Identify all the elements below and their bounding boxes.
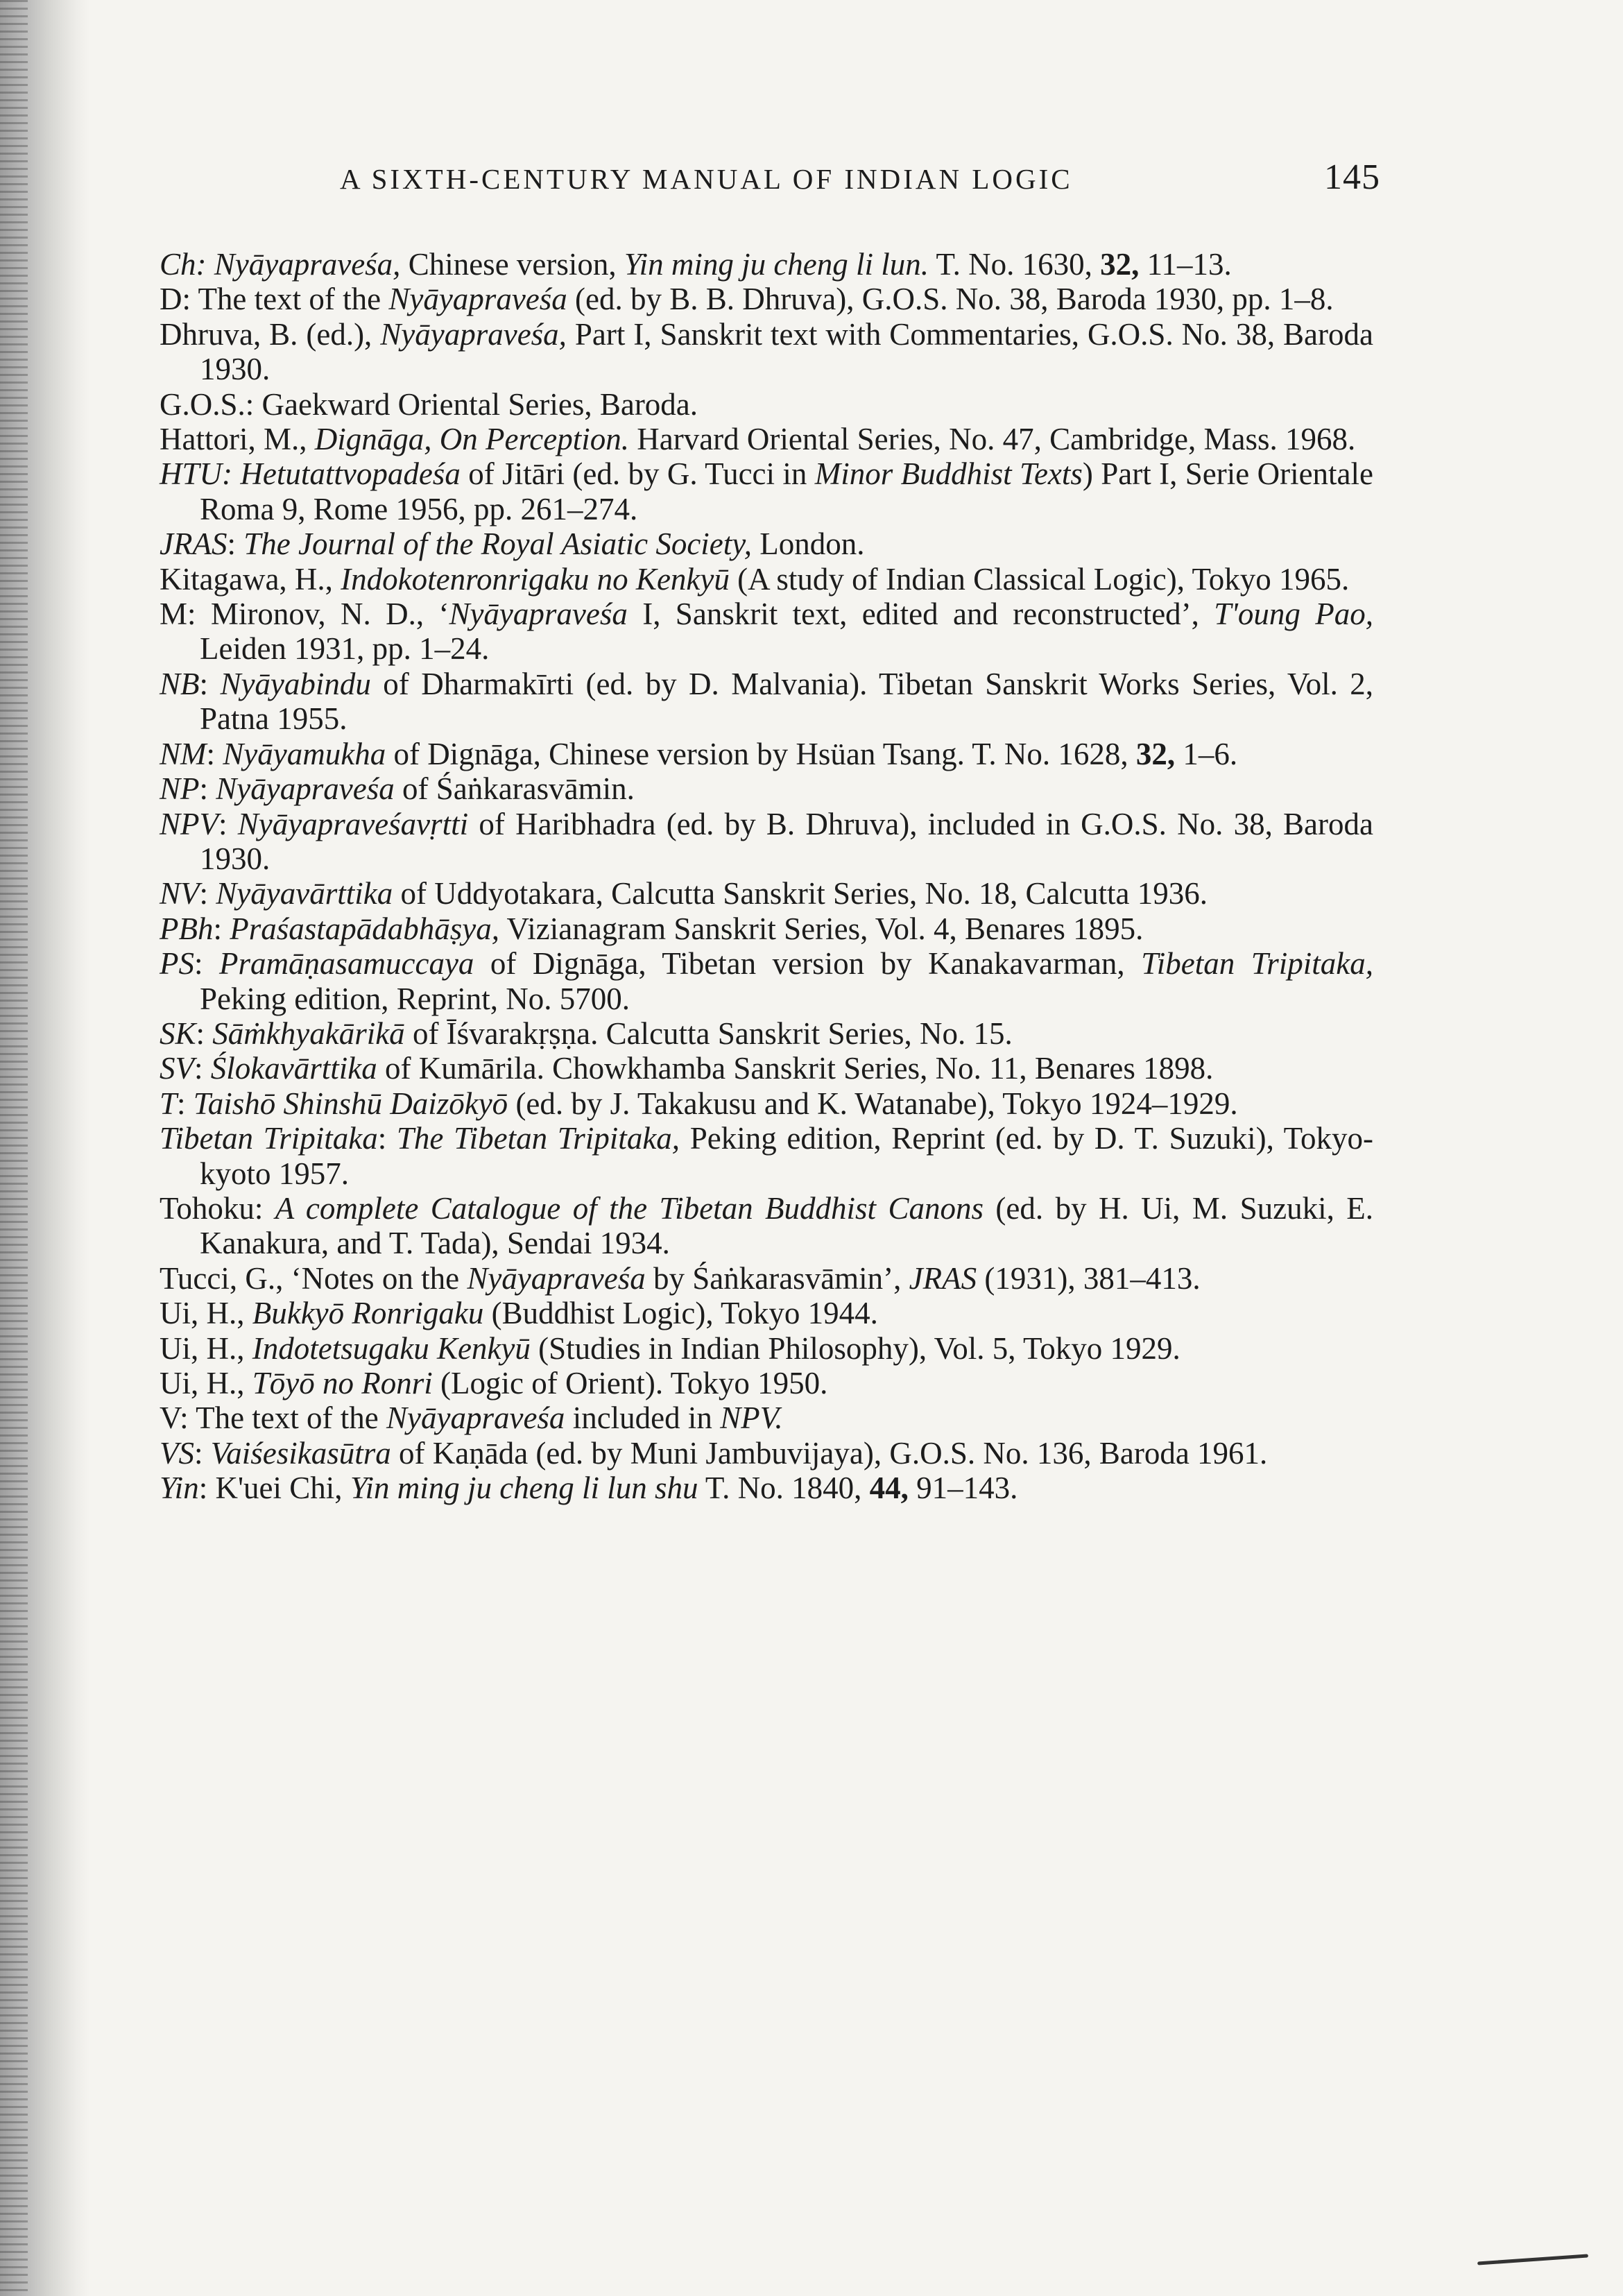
bib-entry-vs: VS: Vaiśesikasūtra of Kaṇāda (ed. by Muni Jambuvijaya), G.O.S. No. 136, Baroda 1961. — [160, 1435, 1268, 1471]
bib-entry-ui-1944: Ui, H., Bukkyō Ronrigaku (Buddhist Logic), Tokyo 1944. — [160, 1296, 878, 1331]
bib-entry-ch: Ch: Nyāyapraveśa, Chinese version, Yin ming ju cheng li lun. T. No. 1630, 32, 11–13. — [160, 247, 1232, 282]
bib-entry-np: NP: Nyāyapraveśa of Śaṅkarasvāmin. — [160, 771, 635, 807]
page-header — [340, 157, 1380, 205]
bib-entry-hattori: Hattori, M., Dignāga, On Perception. Harvard Oriental Series, No. 47, Cambridge, Mass. 1968. — [160, 422, 1356, 457]
pen-stroke-mark — [1477, 2254, 1588, 2265]
bib-entry-nb: NB: Nyāyabindu of Dharmakīrti (ed. by D. Malvania). Tibetan Sanskrit Works Series, Vol. 2, Patna 1955. — [160, 666, 1373, 737]
bib-entry-htu: HTU: Hetutattvopadeśa of Jitāri (ed. by G. Tucci in Minor Buddhist Texts) Part I, Serie Orientale Roma 9, Rome 1956, pp. 261–274. — [160, 456, 1373, 526]
running-title: A SIXTH-CENTURY MANUAL OF INDIAN LOGIC — [340, 163, 1073, 195]
bib-entry-gos: G.O.S.: Gaekward Oriental Series, Baroda. — [160, 386, 698, 422]
bib-entry-ps: PS: Pramāṇasamuccaya of Dignāga, Tibetan version by Kanakavarman, Tibetan Tripitaka, Peking edition, Reprint, No. 5700. — [160, 946, 1373, 1016]
page-binding-marks — [0, 0, 28, 2296]
bib-entry-npv: NPV: Nyāyapraveśavṛtti of Haribhadra (ed. by B. Dhruva), included in G.O.S. No. 38, Baroda 1930. — [160, 806, 1373, 876]
bib-entry-t: T: Taishō Shinshū Daizōkyō (ed. by J. Takakusu and K. Watanabe), Tokyo 1924–1929. — [160, 1086, 1238, 1121]
bib-entry-sk: SK: Sāṁkhyakārikā of Īśvarakṛṣṇa. Calcutta Sanskrit Series, No. 15. — [160, 1016, 1013, 1051]
bib-entry-ui-1929: Ui, H., Indotetsugaku Kenkyū (Studies in Indian Philosophy), Vol. 5, Tokyo 1929. — [160, 1330, 1180, 1366]
bib-entry-kitagawa: Kitagawa, H., Indokotenronrigaku no Kenkyū (A study of Indian Classical Logic), Tokyo 1965. — [160, 561, 1350, 597]
bib-entry-dhruva: Dhruva, B. (ed.), Nyāyapraveśa, Part I, Sanskrit text with Commentaries, G.O.S. No. 38, Baroda 1930. — [160, 316, 1373, 387]
page-number: 145 — [1324, 157, 1380, 197]
bib-entry-sv: SV: Ślokavārttika of Kumārila. Chowkhamba Sanskrit Series, No. 11, Benares 1898. — [160, 1051, 1214, 1086]
bib-entry-nm: NM: Nyāyamukha of Dignāga, Chinese version by Hsüan Tsang. T. No. 1628, 32, 1–6. — [160, 736, 1238, 771]
bib-entry-nv: NV: Nyāyavārttika of Uddyotakara, Calcutta Sanskrit Series, No. 18, Calcutta 1936. — [160, 876, 1208, 911]
bib-entry-tohoku: Tohoku: A complete Catalogue of the Tibetan Buddhist Canons (ed. by H. Ui, M. Suzuki, E. Kanakura, and T. Tada), Sendai 1934. — [160, 1190, 1373, 1261]
bib-entry-yin: Yin: K'uei Chi, Yin ming ju cheng li lun shu T. No. 1840, 44, 91–143. — [160, 1471, 1018, 1506]
bib-entry-m: M: Mironov, N. D., ‘Nyāyapraveśa I, Sanskrit text, edited and reconstructed’, T'oung Pao, Leiden 1931, pp. 1–24. — [160, 597, 1373, 667]
bib-entry-pbh: PBh: Praśastapādabhāṣya, Vizianagram Sanskrit Series, Vol. 4, Benares 1895. — [160, 911, 1144, 946]
bib-entry-tucci: Tucci, G., ‘Notes on the Nyāyapraveśa by Śaṅkarasvāmin’, JRAS (1931), 381–413. — [160, 1260, 1201, 1296]
bib-entry-tibetan-tripitaka: Tibetan Tripitaka: The Tibetan Tripitaka, Peking edition, Reprint (ed. by D. T. Suzuki), Tokyo-kyoto 1957. — [160, 1121, 1374, 1191]
bib-entry-d: D: The text of the Nyāyapraveśa (ed. by B. B. Dhruva), G.O.S. No. 38, Baroda 1930, pp. 1–8. — [160, 282, 1334, 317]
bib-entry-jras: JRAS: The Journal of the Royal Asiatic Society, London. — [160, 526, 865, 562]
bib-entry-ui-1950: Ui, H., Tōyō no Ronri (Logic of Orient). Tokyo 1950. — [160, 1366, 828, 1400]
bibliography-list — [160, 247, 1373, 1506]
bib-entry-v: V: The text of the Nyāyapraveśa included in NPV. — [160, 1400, 783, 1436]
